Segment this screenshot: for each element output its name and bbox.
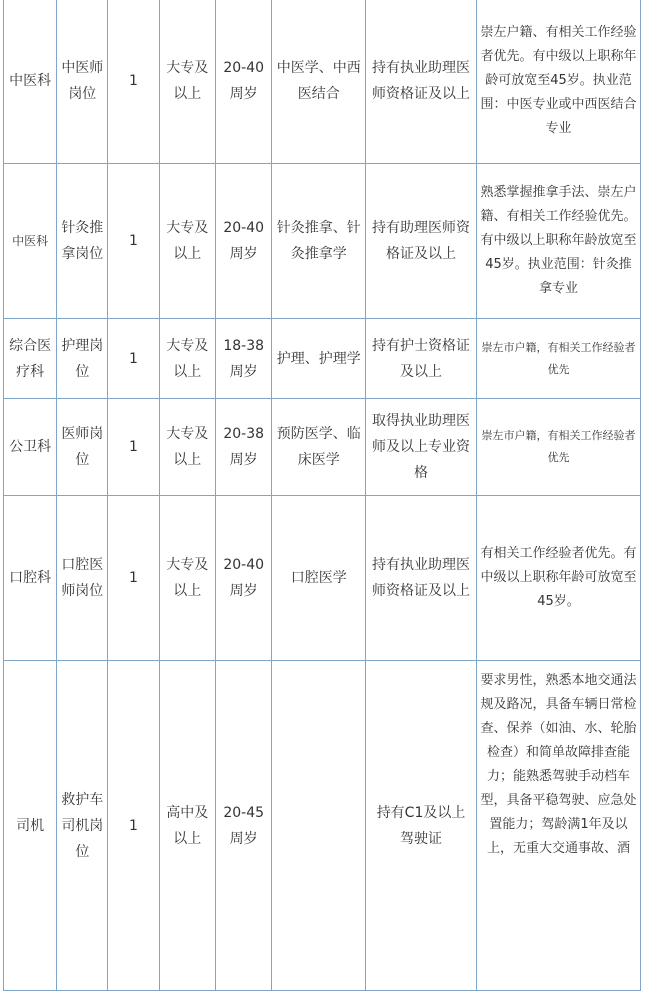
qualification-cell: 持有护士资格证 及以上 [366,319,477,399]
position-cell: 针灸推拿岗位 [57,164,108,319]
education-cell: 大专及以上 [159,0,215,164]
requirements-cell: 崇左市户籍，有相关工作经验者优先 [476,399,640,496]
department-cell: 中医科 [4,0,57,164]
qualification-cell: 持有助理医师资格证及以上 [366,164,477,319]
qualification-cell: 持有C1及以上驾驶证 [366,661,477,991]
education-cell: 大专及以上 [159,319,215,399]
count-cell: 1 [108,0,159,164]
requirements-cell: 有相关工作经验者优先。有中级以上职称年龄可放宽至45岁。 [476,496,640,661]
requirements-cell: 崇左市户籍，有相关工作经验者优先 [476,319,640,399]
count-cell: 1 [108,661,159,991]
recruitment-table [3,0,641,991]
education-cell: 高中及以上 [159,661,215,991]
age-cell: 20-40周岁 [215,0,271,164]
requirements-cell: 要求男性，熟悉本地交通法规及路况，具备车辆日常检查、保养（如油、水、轮胎检查）和简单故障排查能力；能熟悉驾驶手动档车型，具备平稳驾驶、应急处置能力；驾龄满1年及以上，无重大交通事故、酒 [476,661,640,991]
major-cell: 预防医学、临床医学 [272,399,366,496]
count-cell: 1 [108,399,159,496]
major-cell [272,661,366,991]
table-row [4,496,641,661]
major-cell: 针灸推拿、针灸推拿学 [272,164,366,319]
table-row [4,661,641,991]
age-cell: 20-38周岁 [215,399,271,496]
age-cell: 20-40周岁 [215,496,271,661]
qualification-cell: 持有执业助理医师资格证及以上 [366,0,477,164]
count-cell: 1 [108,319,159,399]
department-cell: 公卫科 [4,399,57,496]
requirements-cell: 崇左户籍、有相关工作经验者优先。有中级以上职称年龄可放宽至45岁。执业范围：中医专业或中西医结合专业 [476,0,640,164]
table-row [4,399,641,496]
position-cell: 护理岗位 [57,319,108,399]
education-cell: 大专及以上 [159,496,215,661]
count-cell: 1 [108,496,159,661]
table-row [4,164,641,319]
age-cell: 20-45周岁 [215,661,271,991]
position-cell: 医师岗位 [57,399,108,496]
position-cell: 救护车司机岗位 [57,661,108,991]
qualification-cell: 取得执业助理医师及以上专业资格 [366,399,477,496]
major-cell: 中医学、中西医结合 [272,0,366,164]
department-cell: 司机 [4,661,57,991]
table-row [4,319,641,399]
qualification-cell: 持有执业助理医师资格证及以上 [366,496,477,661]
education-cell: 大专及以上 [159,399,215,496]
requirements-cell: 熟悉掌握推拿手法、崇左户籍、有相关工作经验优先。有中级以上职称年龄放宽至45岁。执业范围：针灸推拿专业 [476,164,640,319]
department-cell: 综合医疗科 [4,319,57,399]
major-cell: 口腔医学 [272,496,366,661]
major-cell: 护理、护理学 [272,319,366,399]
table-row [4,0,641,164]
position-cell: 口腔医师岗位 [57,496,108,661]
department-cell: 中医科 [4,164,57,319]
position-cell: 中医师岗位 [57,0,108,164]
count-cell: 1 [108,164,159,319]
age-cell: 20-40周岁 [215,164,271,319]
education-cell: 大专及以上 [159,164,215,319]
age-cell: 18-38周岁 [215,319,271,399]
department-cell: 口腔科 [4,496,57,661]
